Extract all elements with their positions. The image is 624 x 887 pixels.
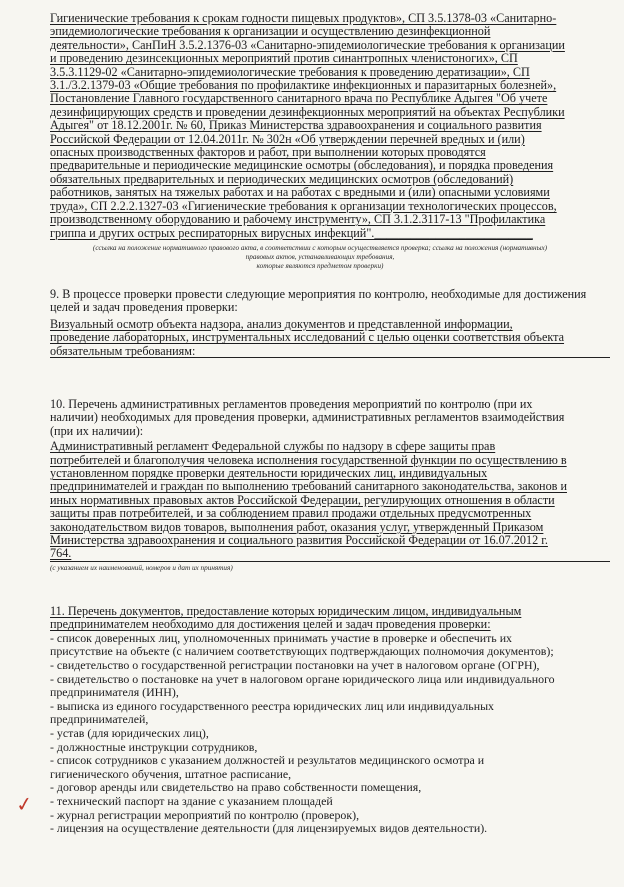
list-item: присутствие на объекте (с наличием соответствующих подтверждающих полномочия документов); (50, 644, 554, 659)
section-10-heading: наличии) необходимых для проведения проверки, административных регламентов взаимодействия (50, 410, 565, 425)
text-line: 3.1./3.2.1379-03 «Общие требования по профилактике инфекционных и паразитарных болезней», (50, 78, 557, 93)
section-9 (50, 288, 610, 358)
references-note-2: правовых актов, устанавливающих требования, (245, 253, 395, 261)
section-9-heading: 9. В процессе проверки провести следующие мероприятия по контролю, необходимые для достижения (50, 287, 587, 301)
text-line: установленном порядке проверки деятельности юридических лиц, индивидуальных (50, 466, 488, 481)
section-9-heading-cont: целей и задач проведения проверки: (50, 300, 238, 315)
section-10-heading: 10. Перечень административных регламентов проведения мероприятий по контролю (при их (50, 397, 533, 411)
text-line: потребителей и благополучия человека исполнения государственной функции по осуществлению в (50, 452, 567, 467)
list-item: - выписка из единого государственного реестра юридических лиц или индивидуальных (50, 698, 495, 713)
section-10 (50, 398, 610, 572)
text-line: Адыгея" от 18.12.2001г. № 60, Приказ Министерства здравоохранения и социального развития (50, 118, 542, 133)
references-note-3: которые являются предметом проверки) (256, 262, 384, 270)
list-item: - свидетельство о государственной регистрации постановки на учет в налоговом органе (ОГРН), (50, 658, 540, 672)
references-block (50, 12, 610, 240)
list-item: - список доверенных лиц, уполномоченных принимать участие в проверке и обеспечить их (50, 630, 513, 645)
text-line: Гигиенические требования к срокам годности пищевых продуктов», СП 3.5.1378-03 «Санитарно- (50, 11, 557, 25)
list-item: - свидетельство о постановке на учет в налоговом органе юридического лица или индивидуального (50, 671, 555, 686)
list-item: - технический паспорт на здание с указанием площадей (50, 793, 333, 808)
section-11-heading: 11. Перечень документов, предоставление которых юридическим лицом, индивидуальным (50, 604, 522, 618)
text-line: законодательством видов товаров, выполнения работ, оказания услуг, утвержденный Приказом (50, 519, 544, 534)
text-line: иных нормативных правовых актов Российской Федерации, регулирующих отношения в области (50, 492, 555, 507)
text-line: труда», СП 2.2.2.1327-03 «Гигиенические требования к организации технологических процессов, (50, 198, 557, 213)
text-line: 764. (50, 546, 72, 561)
list-item: - список сотрудников с указанием должностей и результатов медицинского осмотра и (50, 753, 485, 768)
text-line: Визуальный осмотр объекта надзора, анализ документов и представленной информации, (50, 316, 513, 331)
list-item: - лицензия на осуществление деятельности (для лицензируемых видов деятельности). (50, 821, 488, 836)
text-line: Министерства здравоохранения и социального развития Российской Федерации от 16.07.2012 г. (50, 533, 548, 548)
text-line: эпидемиологические требования к организации и осуществлению дезинфекционной (50, 24, 491, 39)
list-item: гигиенического обучения, штатное расписание, (50, 766, 292, 781)
list-item: предпринимателя (ИНН), (50, 685, 179, 700)
section-10-note: (с указанием их наименований, номеров и дат их принятия) (50, 563, 233, 572)
section-11 (50, 605, 610, 836)
text-line: и проведению дезинсекционных мероприятий против синантропных членистоногих», СП (50, 51, 518, 66)
text-line: предварительные и периодические медицинские осмотры (обследования), и порядка проведения (50, 158, 554, 173)
references-note-1: (ссылка на положение нормативного правового акта, в соответствии с которым осуществляется проверка; ссылка на положения (нормативных) (92, 244, 548, 252)
text-line: Российской Федерации от 12.04.2011г. № 302н «Об утверждении перечней вредных и (или) (50, 131, 525, 146)
text-line: защиты прав потребителей, и за соблюдением правил продажи отдельных предусмотренных (50, 506, 532, 521)
section-11-heading: предпринимателем необходимо для достижения целей и задач проведения проверки: (50, 617, 491, 632)
text-line: дезинфицирующих средств и проведении дезинфекционных мероприятий на объектах Республики (50, 104, 565, 119)
checkmark-icon: ✓ (14, 790, 35, 818)
text-line: работников, занятых на тяжелых работах и на работах с вредными и (или) опасными условиями (50, 185, 550, 200)
section-10-heading: (при их наличии): (50, 423, 144, 438)
list-item: - договор аренды или свидетельство на право собственности помещения, (50, 780, 422, 795)
list-item: - журнал регистрации мероприятий по контролю (проверок), (50, 807, 360, 822)
text-line: предпринимателей и граждан по выполнению требований санитарного законодательства, законов и (50, 479, 567, 494)
list-item: - должностные инструкции сотрудников, (50, 739, 258, 754)
text-line: проведение лабораторных, инструментальных исследований с целью оценки соответствия объекта (50, 330, 565, 345)
text-line: деятельности», СанПиН 3.5.2.1376-03 «Санитарно-эпидемиологические требования к организации (50, 37, 565, 52)
text-line: гриппа и других острых респираторных вирусных инфекций".__________________________ (50, 225, 533, 240)
list-item: предпринимателей, (50, 712, 149, 727)
divider (50, 561, 610, 562)
text-line: обязательным требованиям: (50, 343, 196, 358)
text-line: обязательных предварительных и периодических медицинских осмотров (обследований) (50, 171, 514, 186)
text-line: Административный регламент Федеральной службы по надзору в сфере защиты прав (50, 439, 496, 454)
text-line: производственному оборудованию и рабочему инструменту», СП 3.1.2.3117-13 "Профилактика (50, 212, 546, 227)
text-line: 3.5.3.1129-02 «Санитарно-эпидемиологические требования к проведению дератизации», СП (50, 64, 530, 79)
text-line: Постановление Главного государственного санитарного врача по Республике Адыгея "Об учете (50, 91, 548, 106)
list-item: - устав (для юридических лиц), (50, 725, 209, 740)
text-line: опасных производственных факторов и работ, при выполнении которых проводятся (50, 145, 486, 160)
